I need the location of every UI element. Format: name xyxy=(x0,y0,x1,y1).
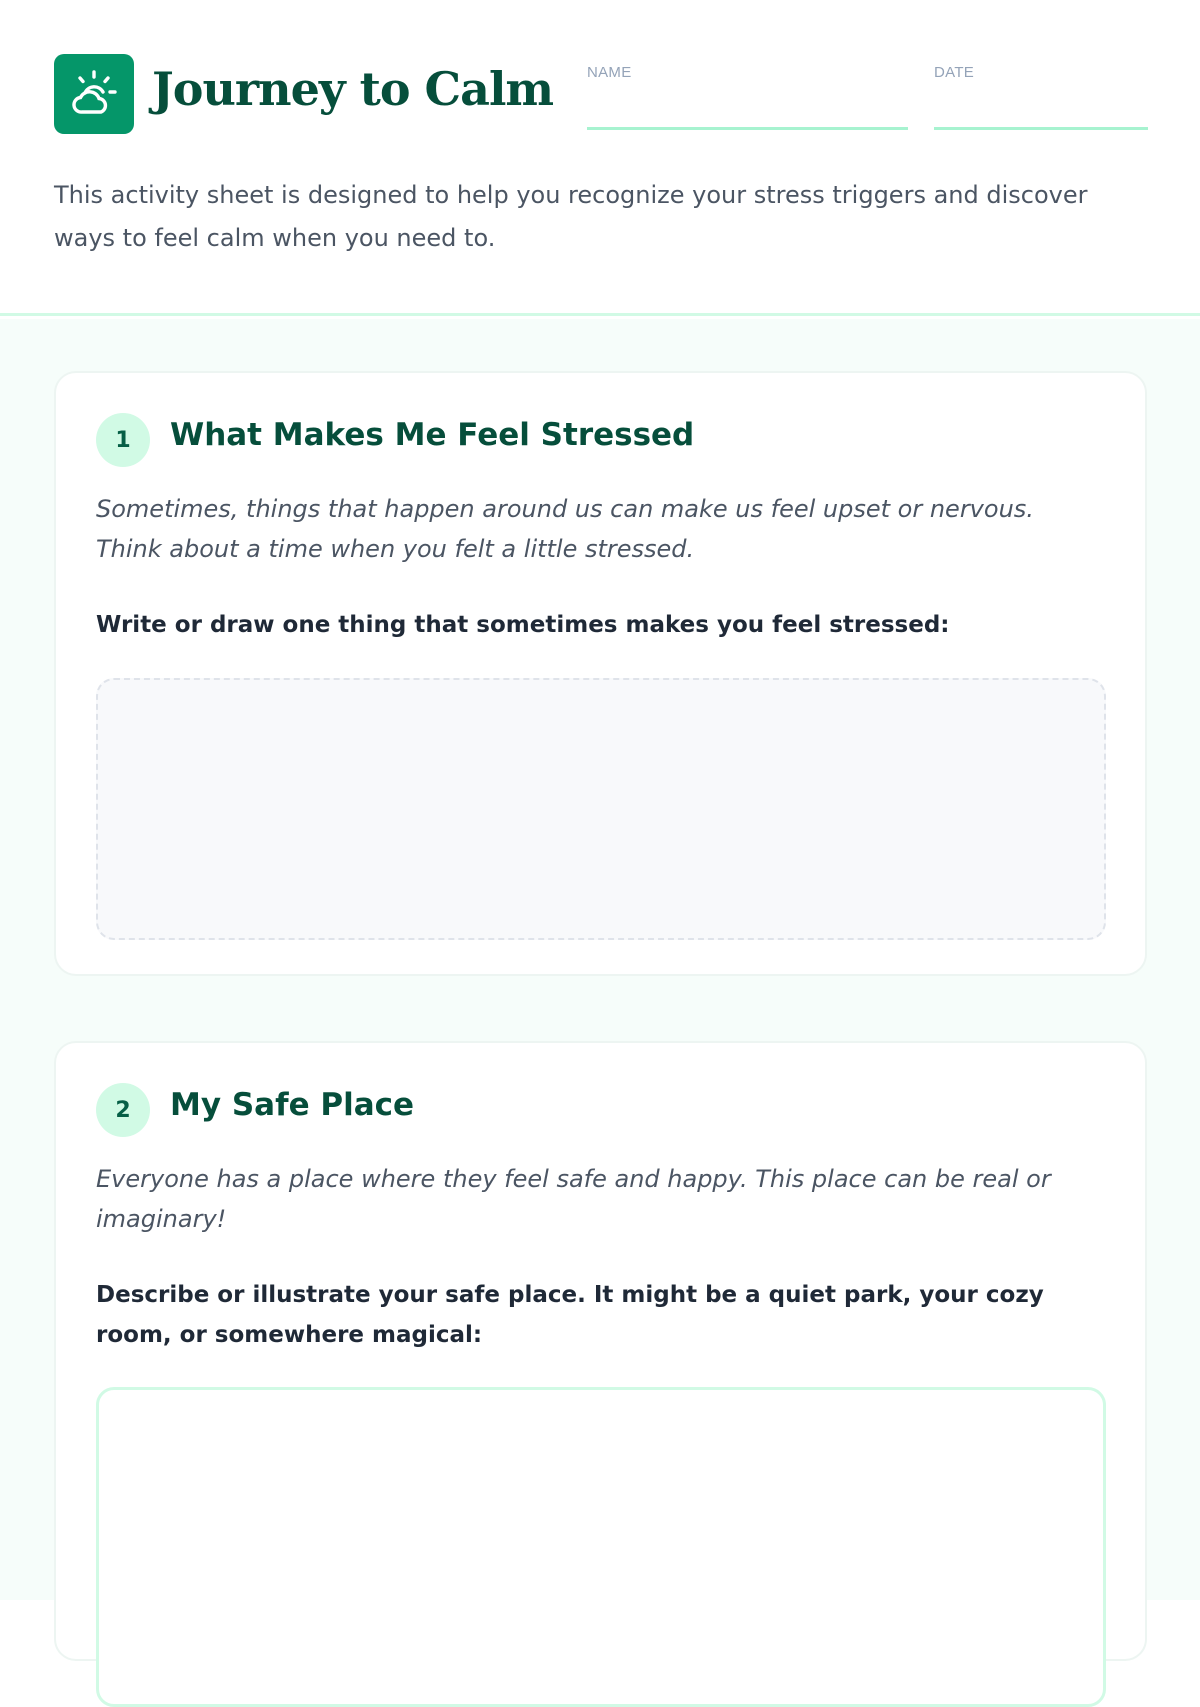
logo xyxy=(54,54,134,134)
intro-text: This activity sheet is designed to help you recognize your stress triggers and discover ways to feel calm when you need to. xyxy=(54,181,1088,252)
worksheet-header xyxy=(0,0,1200,316)
date-label: DATE xyxy=(934,64,975,81)
section-number-badge: 1 xyxy=(96,413,150,467)
date-field[interactable] xyxy=(934,64,1148,130)
sun-cloud-icon xyxy=(68,68,120,120)
section-number-badge: 2 xyxy=(96,1083,150,1137)
section-card-stressors xyxy=(54,371,1147,976)
stressor-answer-box[interactable] xyxy=(96,678,1106,940)
name-label: NAME xyxy=(587,64,632,81)
section-prompt: Sometimes, things that happen around us can make us feel upset or nervous. Think about a time when you felt a little stressed. xyxy=(96,495,1034,563)
section-title: My Safe Place xyxy=(170,1087,415,1123)
name-field[interactable] xyxy=(587,64,908,130)
section-prompt: Everyone has a place where they feel safe and happy. This place can be real or imaginary! xyxy=(96,1165,1051,1233)
worksheet-title: Journey to Calm xyxy=(152,62,554,116)
section-card-safe-place xyxy=(54,1041,1147,1661)
section-instruction: Describe or illustrate your safe place. It might be a quiet park, your cozy room, or somewhere magical: xyxy=(96,1282,1044,1348)
safe-place-answer-box[interactable] xyxy=(96,1387,1106,1707)
section-title: What Makes Me Feel Stressed xyxy=(170,417,695,453)
worksheet-body xyxy=(0,319,1200,1600)
section-instruction: Write or draw one thing that sometimes makes you feel stressed: xyxy=(96,612,950,638)
